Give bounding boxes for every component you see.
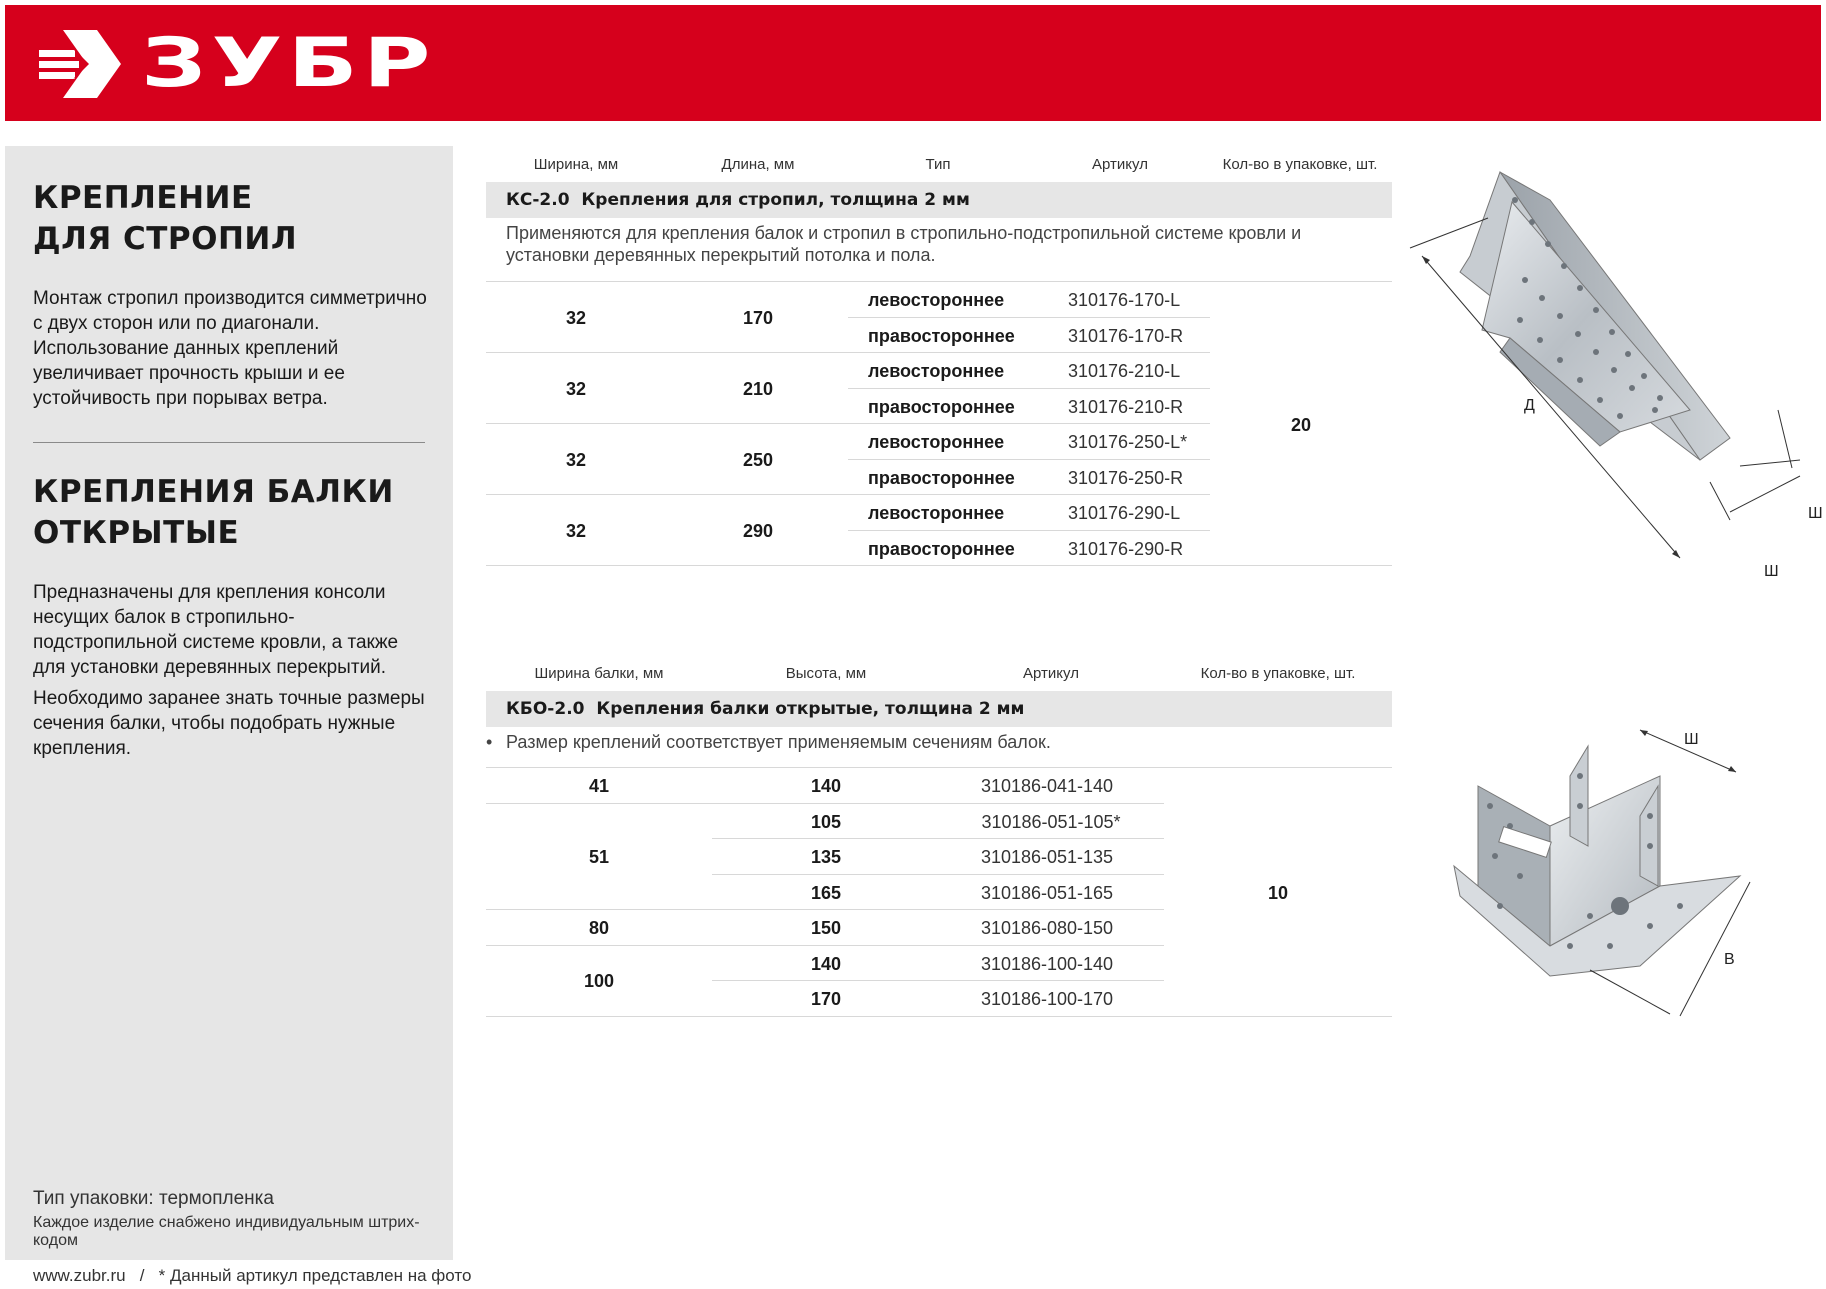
table1-type: правостороннее	[868, 326, 1015, 346]
beam-connector-illustration	[1440, 716, 1780, 1026]
table1-length: 250	[742, 450, 774, 470]
sidebar-barcode-note: Каждое изделие снабжено индивидуальным штрих-кодом	[33, 1214, 420, 1249]
table1-width: 32	[565, 450, 587, 470]
brand-logo-icon	[37, 28, 123, 100]
table2-title-bar	[486, 691, 1392, 727]
table1-width: 32	[565, 308, 587, 328]
table2-height: 105	[810, 812, 842, 832]
table2-article: 310186-051-165	[980, 883, 1114, 903]
table1-type: левостороннее	[868, 432, 1005, 452]
sidebar-title-rafters	[33, 178, 297, 260]
table1-length: 210	[742, 379, 774, 399]
sidebar-pack-type: Тип упаковки: термопленка	[33, 1188, 274, 1209]
sidebar-title-beams	[33, 472, 394, 554]
table1-width: 32	[565, 521, 587, 541]
sidebar-title-beams-line2: ОТКРЫТЫЕ	[33, 515, 240, 551]
sidebar	[5, 146, 453, 1260]
table1-rule	[486, 565, 1392, 566]
table2-article: 310186-080-150	[980, 918, 1114, 938]
table2-header-qty: Кол-во в упаковке, шт.	[1200, 665, 1356, 682]
table2-title: Крепления балки открытые, толщина 2 мм	[596, 699, 1025, 719]
rafter-dim-length: Д	[1524, 397, 1535, 414]
table1-rule	[486, 494, 1210, 495]
footer-photo-note: * Данный артикул представлен на фото	[158, 1266, 472, 1285]
table2-article: 310186-051-135	[980, 847, 1114, 867]
sidebar-text-rafters: Монтаж стропил производится симметрично с двух сторон или по диагонали. Использование данных креплений увеличивает прочность крыши и ее устойчивость при порывах ветра.	[33, 288, 427, 409]
table1-rule-inner	[848, 530, 1210, 531]
table2-height: 140	[810, 776, 842, 796]
table1-article: 310176-250-R	[1068, 468, 1184, 488]
sidebar-divider	[33, 442, 425, 443]
footer-separator: /	[139, 1266, 145, 1285]
table1-rule	[486, 281, 1392, 282]
table2-article: 310186-100-140	[980, 954, 1114, 974]
table1-description: Применяются для крепления балок и стропил в стропильно-подстропильной системе кровли и установки деревянных перекрытий потолка и пола.	[506, 223, 1302, 265]
table2-width: 80	[588, 918, 610, 938]
table1-header-type: Тип	[925, 156, 951, 173]
table1-article: 310176-170-L	[1068, 290, 1181, 310]
brand-header	[5, 5, 1821, 121]
table2-rule	[486, 803, 1164, 804]
brand-logo-text: ЗУБР	[141, 24, 436, 103]
table1-article: 310176-290-L	[1068, 503, 1181, 523]
sidebar-text-beams-note: Необходимо заранее знать точные размеры сечения балки, чтобы подобрать нужные крепления.	[33, 688, 425, 759]
table1-type: правостороннее	[868, 468, 1015, 488]
bullet-icon: •	[486, 732, 493, 752]
table1-type: правостороннее	[868, 397, 1015, 417]
table1-type: левостороннее	[868, 503, 1005, 523]
table1-header-length: Длина, мм	[721, 156, 795, 173]
table1-header-article: Артикул	[1092, 156, 1148, 173]
table2-rule-inner	[712, 980, 1164, 981]
table2-article: 310186-100-170	[980, 989, 1114, 1009]
table2-width: 100	[583, 971, 615, 991]
table1-title: Крепления для стропил, толщина 2 мм	[581, 190, 970, 210]
table2-height: 165	[810, 883, 842, 903]
rafter-dim-width-a: Ш	[1808, 505, 1823, 522]
table2-rule-inner	[712, 838, 1164, 839]
table1-code: КС-2.0	[506, 190, 570, 210]
rafter-connector-illustration	[1400, 160, 1823, 600]
table1-length: 170	[742, 308, 774, 328]
table1-length: 290	[742, 521, 774, 541]
table2-header-article: Артикул	[1023, 665, 1079, 682]
rafter-dim-width-b: Ш	[1764, 563, 1779, 580]
brand-logo[interactable]	[37, 24, 436, 103]
table1-type: правостороннее	[868, 539, 1015, 559]
footer-site-link[interactable]: www.zubr.ru	[33, 1266, 126, 1285]
table2-rule	[486, 945, 1164, 946]
table1-rule-inner	[848, 317, 1210, 318]
table1-type: левостороннее	[868, 290, 1005, 310]
table2-header-height: Высота, мм	[785, 665, 867, 682]
table2-height: 135	[810, 847, 842, 867]
table2-qty: 10	[1267, 883, 1289, 903]
table1-width: 32	[565, 379, 587, 399]
table2-header-width: Ширина балки, мм	[534, 665, 664, 682]
table2-code: КБО-2.0	[506, 699, 585, 719]
table1-title-bar	[486, 182, 1392, 218]
table1-rule	[486, 423, 1210, 424]
table2-width: 51	[588, 847, 610, 867]
table2-width: 41	[588, 776, 610, 796]
footer	[33, 1266, 471, 1286]
sidebar-title-rafters-line2: ДЛЯ СТРОПИЛ	[33, 221, 298, 257]
sidebar-title-beams-line1: КРЕПЛЕНИЯ БАЛКИ	[33, 474, 394, 510]
table2-bullet	[486, 731, 1366, 753]
sidebar-title-rafters-line1: КРЕПЛЕНИЕ	[33, 180, 253, 216]
sidebar-text-beams: Предназначены для крепления консоли несущих балок в стропильно-подстропильной системе кровли, а также для установки деревянных перекрытий.	[33, 582, 399, 678]
table1-article: 310176-210-L	[1068, 361, 1181, 381]
table1-rule	[486, 352, 1210, 353]
table1-header-width: Ширина, мм	[533, 156, 619, 173]
table1-qty: 20	[1290, 415, 1312, 435]
beam-dim-width: Ш	[1684, 731, 1699, 748]
table2-height: 140	[810, 954, 842, 974]
table2-rule	[486, 767, 1392, 768]
table1-header-qty: Кол-во в упаковке, шт.	[1222, 156, 1378, 173]
table2-height: 170	[810, 989, 842, 1009]
table1-article: 310176-250-L*	[1068, 432, 1188, 452]
table2-article: 310186-041-140	[980, 776, 1114, 796]
table1-rule-inner	[848, 459, 1210, 460]
beam-dim-height: В	[1724, 951, 1735, 968]
table1-article: 310176-290-R	[1068, 539, 1184, 559]
table1-article: 310176-210-R	[1068, 397, 1184, 417]
table2-height: 150	[810, 918, 842, 938]
table2-rule	[486, 909, 1164, 910]
table2-rule-inner	[712, 874, 1164, 875]
table2-article: 310186-051-105*	[981, 812, 1121, 832]
table1-type: левостороннее	[868, 361, 1005, 381]
table2-bullet-text: Размер креплений соответствует применяемым сечениям балок.	[506, 732, 1051, 752]
table1-article: 310176-170-R	[1068, 326, 1184, 346]
table2-rule	[486, 1016, 1392, 1017]
table1-rule-inner	[848, 388, 1210, 389]
